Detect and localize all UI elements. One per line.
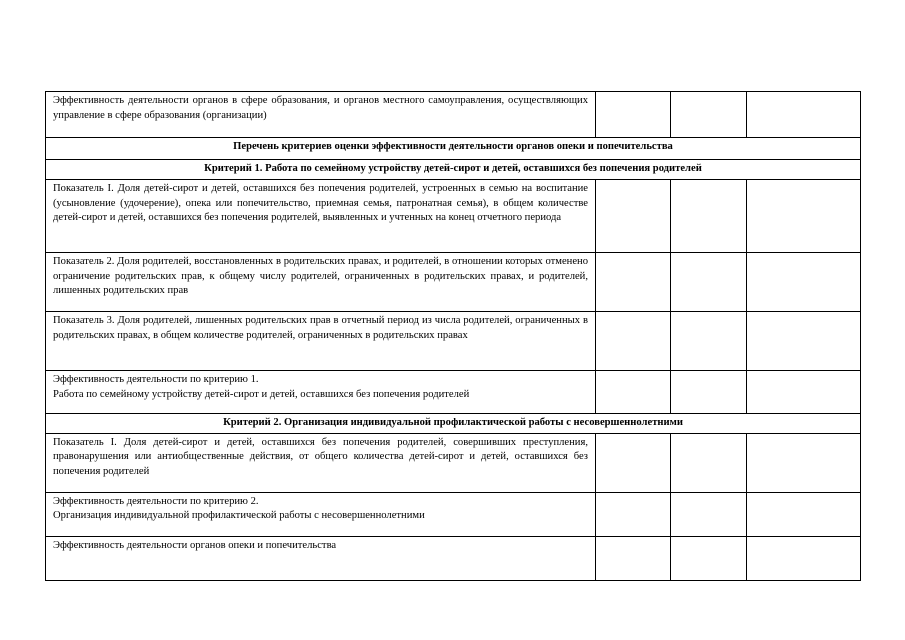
description-line: Эффективность деятельности органов в сфере образования, и органов местного самоуправления, осуществляющих управление в сфере образования (организации) — [53, 95, 588, 121]
description-line: Организация индивидуальной профилактической работы с несовершеннолетними — [53, 510, 425, 522]
value-cell-1[interactable] — [596, 92, 671, 138]
description-line: Показатель 3. Доля родителей, лишенных родительских прав в отчетный период из числа родителей, ограниченных в родительских правах, в общем количестве родителей, ограниченных в родительских правах — [53, 314, 588, 341]
value-cell-3[interactable] — [747, 536, 861, 580]
row-description — [46, 92, 596, 138]
row-description — [46, 536, 596, 580]
value-cell-1[interactable] — [596, 311, 671, 370]
row-criterion-2-header — [46, 413, 861, 433]
description-line: Показатель I. Доля детей-сирот и детей, оставшихся без попечения родителей, устроенных в семью на воспитание (усыновление (удочерение), опека или попечительство, приемная семья, патронатная семья), в общем количестве детей-сирот и детей, оставшихся без попечения родителей, выявленных и учтенных на конец отчетного периода — [53, 182, 588, 224]
row-description — [46, 311, 596, 370]
criteria-table-body — [46, 92, 861, 581]
value-cell-1[interactable] — [596, 536, 671, 580]
value-cell-2[interactable] — [671, 370, 747, 413]
row-criteria-list-header — [46, 138, 861, 160]
row-efficiency-education — [46, 92, 861, 138]
value-cell-2[interactable] — [671, 252, 747, 311]
value-cell-3[interactable] — [747, 433, 861, 492]
criteria-table — [45, 91, 861, 581]
description-line: Показатель 2. Доля родителей, восстановленных в родительских правах, и родителей, в отношении которых отменено ограничение родительских прав, к общему числу родителей, ограниченных в родительских правах, и родителей, лишенных родительских прав — [53, 255, 588, 297]
value-cell-1[interactable] — [596, 433, 671, 492]
section-heading: Перечень критериев оценки эффективности деятельности органов опеки и попечительства — [46, 138, 861, 160]
row-criterion-1-indicator-2 — [46, 252, 861, 311]
value-cell-3[interactable] — [747, 92, 861, 138]
row-criterion-1-indicator-3 — [46, 311, 861, 370]
value-cell-3[interactable] — [747, 370, 861, 413]
row-criterion-1-efficiency — [46, 370, 861, 413]
value-cell-2[interactable] — [671, 492, 747, 536]
description-line: Эффективность деятельности по критерию 1. — [53, 373, 259, 385]
value-cell-1[interactable] — [596, 252, 671, 311]
value-cell-1[interactable] — [596, 492, 671, 536]
row-description — [46, 433, 596, 492]
row-description — [46, 252, 596, 311]
value-cell-3[interactable] — [747, 311, 861, 370]
value-cell-3[interactable] — [747, 179, 861, 252]
value-cell-3[interactable] — [747, 492, 861, 536]
row-criterion-2-efficiency — [46, 492, 861, 536]
value-cell-2[interactable] — [671, 92, 747, 138]
value-cell-2[interactable] — [671, 311, 747, 370]
value-cell-2[interactable] — [671, 536, 747, 580]
section-heading: Критерий 1. Работа по семейному устройству детей-сирот и детей, оставшихся без попечения родителей — [46, 160, 861, 180]
value-cell-2[interactable] — [671, 179, 747, 252]
description-line: Работа по семейному устройству детей-сирот и детей, оставшихся без попечения родителей — [53, 388, 470, 400]
value-cell-1[interactable] — [596, 370, 671, 413]
row-criterion-1-header — [46, 160, 861, 180]
value-cell-3[interactable] — [747, 252, 861, 311]
value-cell-2[interactable] — [671, 433, 747, 492]
row-description — [46, 492, 596, 536]
description-line: Эффективность деятельности органов опеки и попечительства — [53, 539, 337, 551]
row-description — [46, 370, 596, 413]
row-criterion-2-indicator-1 — [46, 433, 861, 492]
description-line: Показатель I. Доля детей-сирот и детей, оставшихся без попечения родителей, совершивших преступления, правонарушения или антиобщественные действия, от общего количества детей-сирот и детей, оставшихся без попечения родителей — [53, 436, 588, 478]
section-heading: Критерий 2. Организация индивидуальной профилактической работы с несовершеннолетними — [46, 413, 861, 433]
description-line: Эффективность деятельности по критерию 2. — [53, 495, 259, 507]
row-overall-efficiency — [46, 536, 861, 580]
value-cell-1[interactable] — [596, 179, 671, 252]
row-description — [46, 179, 596, 252]
row-criterion-1-indicator-1 — [46, 179, 861, 252]
